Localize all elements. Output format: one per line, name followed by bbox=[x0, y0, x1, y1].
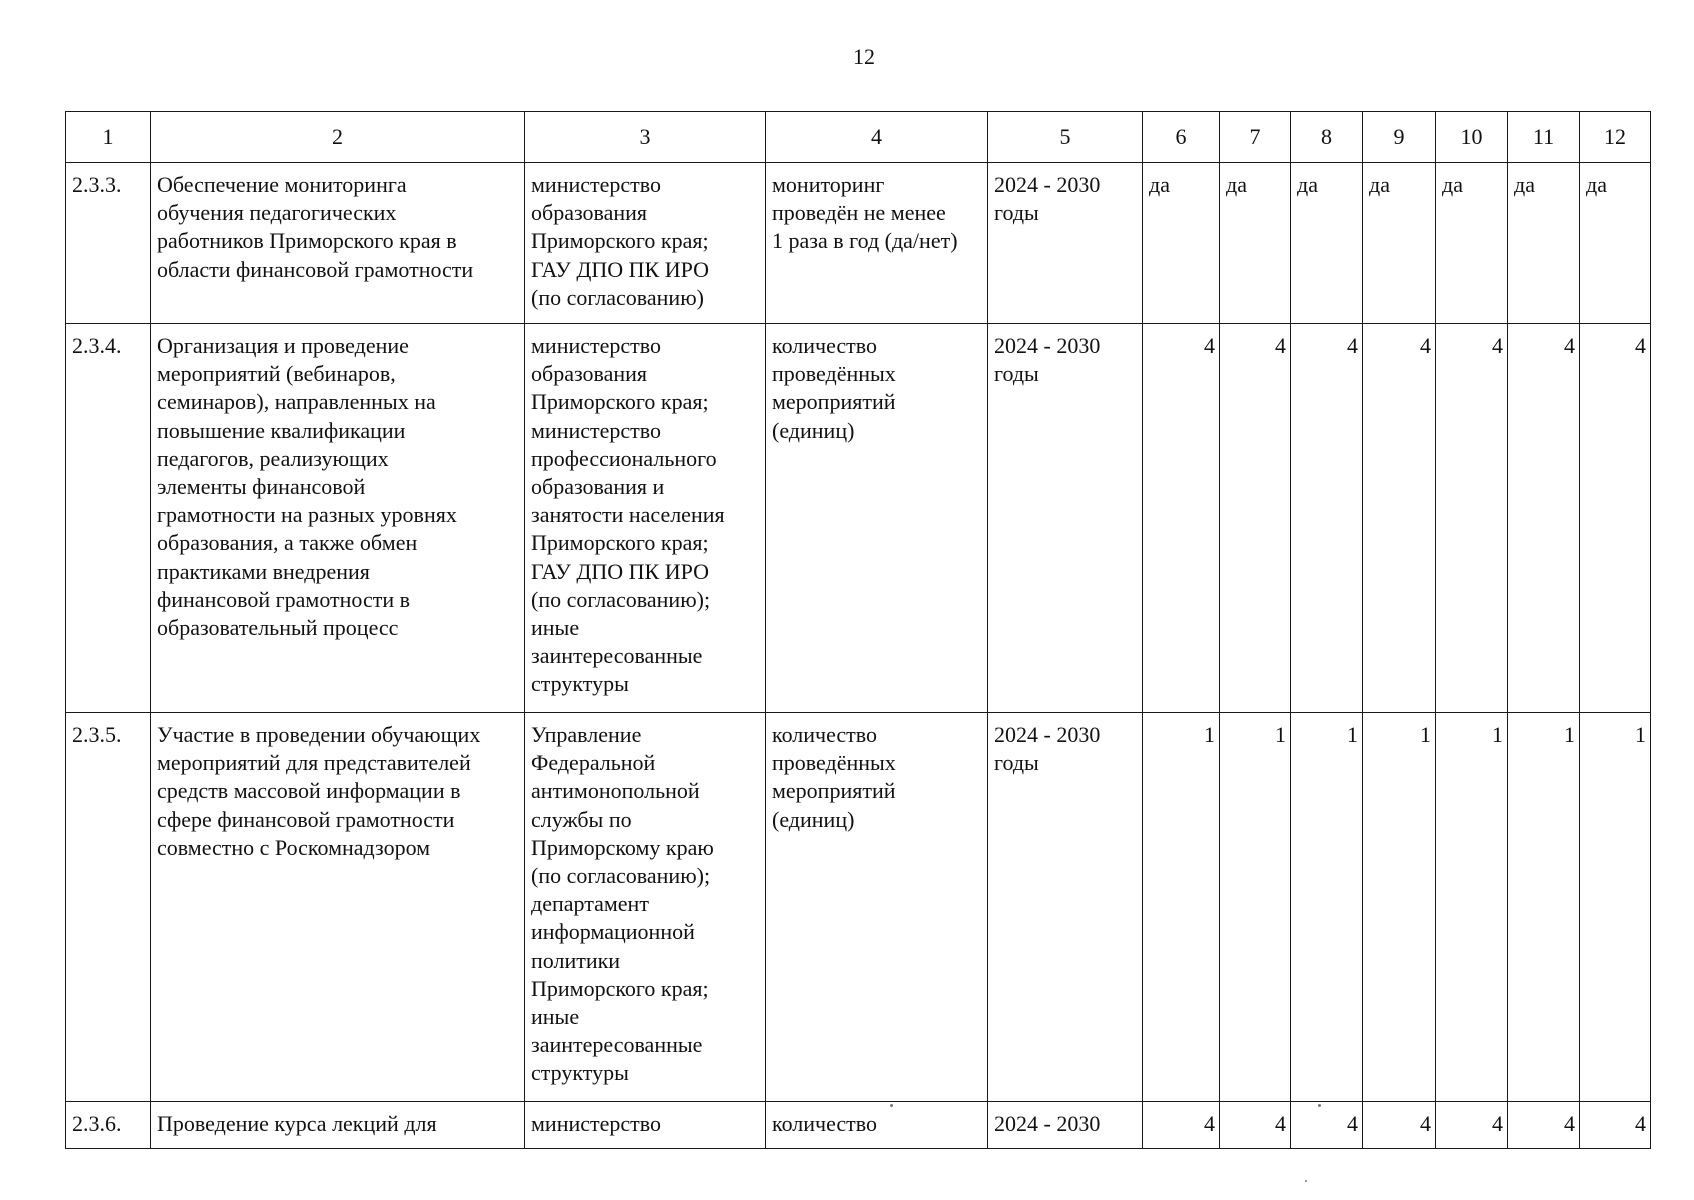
column-header: 5 bbox=[988, 112, 1143, 163]
row-code: 2.3.6. bbox=[66, 1102, 151, 1149]
row-code: 2.3.4. bbox=[66, 324, 151, 713]
row-period: 2024 - 2030 годы bbox=[988, 324, 1143, 713]
row-value: 4 bbox=[1143, 1102, 1220, 1149]
row-code: 2.3.5. bbox=[66, 713, 151, 1102]
row-value: 4 bbox=[1508, 324, 1580, 713]
row-responsible: Управление Федеральной антимонопольной службы по Приморскому краю (по согласованию); департамент информационной политики Приморского края; иные заинтересованные структуры bbox=[525, 713, 766, 1102]
column-header: 9 bbox=[1363, 112, 1436, 163]
row-value: да bbox=[1143, 163, 1220, 324]
row-value: 4 bbox=[1291, 324, 1363, 713]
row-value: 4 bbox=[1220, 1102, 1291, 1149]
column-header: 8 bbox=[1291, 112, 1363, 163]
row-indicator: мониторинг проведён не менее 1 раза в год (да/нет) bbox=[766, 163, 988, 324]
row-responsible: министерство образования Приморского края; министерство профессионального образования и занятости населения Приморского края; ГАУ ДПО ПК ИРО (по согласованию); иные заинтересованные структуры bbox=[525, 324, 766, 713]
column-header: 12 bbox=[1580, 112, 1651, 163]
column-header: 3 bbox=[525, 112, 766, 163]
column-header: 11 bbox=[1508, 112, 1580, 163]
row-value: 4 bbox=[1291, 1102, 1363, 1149]
row-value: да bbox=[1436, 163, 1508, 324]
scan-speck bbox=[1318, 1104, 1321, 1107]
row-period: 2024 - 2030 годы bbox=[988, 163, 1143, 324]
column-header: 4 bbox=[766, 112, 988, 163]
column-header: 1 bbox=[66, 112, 151, 163]
row-value: 1 bbox=[1580, 713, 1651, 1102]
scan-speck bbox=[890, 1104, 893, 1107]
row-value: 1 bbox=[1143, 713, 1220, 1102]
row-code: 2.3.3. bbox=[66, 163, 151, 324]
row-value: 1 bbox=[1363, 713, 1436, 1102]
row-value: 1 bbox=[1508, 713, 1580, 1102]
row-activity: Участие в проведении обучающих мероприятий для представителей средств массовой информации в сфере финансовой грамотности совместно с Роскомнадзором bbox=[151, 713, 525, 1102]
row-value: 4 bbox=[1580, 324, 1651, 713]
row-value: 4 bbox=[1363, 1102, 1436, 1149]
row-value: да bbox=[1363, 163, 1436, 324]
row-value: 4 bbox=[1436, 324, 1508, 713]
row-responsible: министерство bbox=[525, 1102, 766, 1149]
row-value: 4 bbox=[1580, 1102, 1651, 1149]
column-header: 2 bbox=[151, 112, 525, 163]
row-value: 4 bbox=[1220, 324, 1291, 713]
row-activity: Организация и проведение мероприятий (вебинаров, семинаров), направленных на повышение квалификации педагогов, реализующих элементы финансовой грамотности на разных уровнях образования, а также обмен практиками внедрения финансовой грамотности в образовательный процесс bbox=[151, 324, 525, 713]
row-activity: Обеспечение мониторинга обучения педагогических работников Приморского края в области финансовой грамотности bbox=[151, 163, 525, 324]
row-value: 4 bbox=[1436, 1102, 1508, 1149]
row-period: 2024 - 2030 bbox=[988, 1102, 1143, 1149]
row-responsible: министерство образования Приморского края; ГАУ ДПО ПК ИРО (по согласованию) bbox=[525, 163, 766, 324]
row-value: да bbox=[1291, 163, 1363, 324]
row-value: 4 bbox=[1508, 1102, 1580, 1149]
row-activity: Проведение курса лекций для bbox=[151, 1102, 525, 1149]
table-row bbox=[66, 324, 1651, 713]
row-indicator: количество проведённых мероприятий (единиц) bbox=[766, 324, 988, 713]
page-number: 12 bbox=[853, 44, 875, 69]
table-row bbox=[66, 163, 1651, 324]
measures-table bbox=[65, 111, 1651, 1149]
row-indicator: количество bbox=[766, 1102, 988, 1149]
table-header-row bbox=[66, 112, 1651, 163]
row-value: 1 bbox=[1291, 713, 1363, 1102]
row-value: 4 bbox=[1363, 324, 1436, 713]
row-value: 1 bbox=[1220, 713, 1291, 1102]
column-header: 6 bbox=[1143, 112, 1220, 163]
column-header: 7 bbox=[1220, 112, 1291, 163]
row-value: да bbox=[1580, 163, 1651, 324]
scan-speck bbox=[1305, 1180, 1307, 1182]
row-value: да bbox=[1508, 163, 1580, 324]
row-value: да bbox=[1220, 163, 1291, 324]
row-period: 2024 - 2030 годы bbox=[988, 713, 1143, 1102]
row-indicator: количество проведённых мероприятий (единиц) bbox=[766, 713, 988, 1102]
column-header: 10 bbox=[1436, 112, 1508, 163]
row-value: 1 bbox=[1436, 713, 1508, 1102]
table-row bbox=[66, 713, 1651, 1102]
row-value: 4 bbox=[1143, 324, 1220, 713]
table-row bbox=[66, 1102, 1651, 1149]
